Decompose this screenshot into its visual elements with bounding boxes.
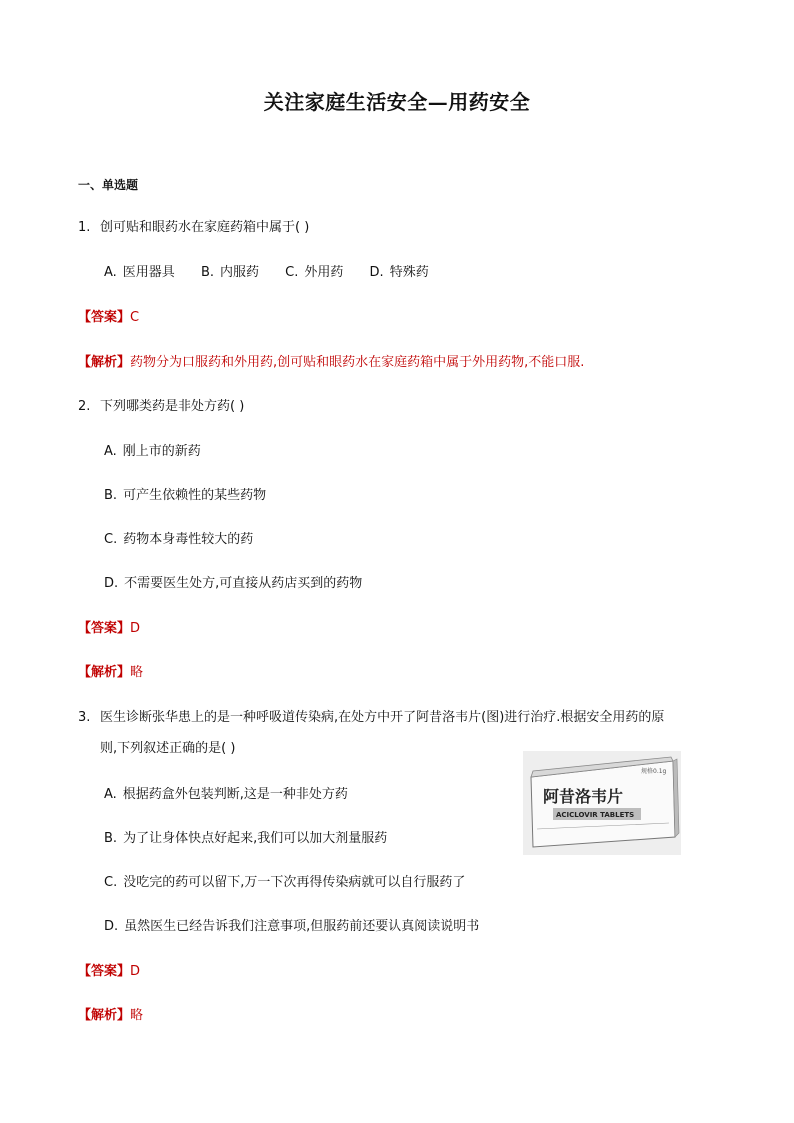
option-b: B. 内服药 xyxy=(200,265,260,280)
question-text: 下列哪类药是非处方药( ) xyxy=(100,399,245,414)
question-2 xyxy=(78,398,244,416)
drug-box-figure xyxy=(523,751,681,855)
section-title: 一、单选题 xyxy=(78,178,139,192)
question-number: 1. xyxy=(78,220,91,235)
box-name-en: ACICLOVIR TABLETS xyxy=(556,811,635,819)
box-name: 阿昔洛韦片 xyxy=(543,787,624,806)
analysis-label: 【解析】 xyxy=(78,665,131,680)
question-3-line2: 则,下列叙述正确的是( ) xyxy=(100,741,236,756)
answer-value: D xyxy=(130,964,141,979)
answer-label: 【答案】 xyxy=(78,621,131,636)
analysis-text: 药物分为口服药和外用药,创可贴和眼药水在家庭药箱中属于外用药物,不能口服. xyxy=(130,355,585,370)
analysis-label: 【解析】 xyxy=(78,355,131,370)
option-a: A. 医用器具 xyxy=(104,265,175,280)
analysis-text: 略 xyxy=(130,1008,144,1023)
analysis-2 xyxy=(78,664,143,682)
question-3-option-d: D. 虽然医生已经告诉我们注意事项,但服药前还要认真阅读说明书 xyxy=(104,919,480,934)
question-number: 3. xyxy=(78,710,91,725)
question-2-option-d: D. 不需要医生处方,可直接从药店买到的药物 xyxy=(104,576,363,591)
question-1-options xyxy=(104,264,451,282)
drug-box-illustration xyxy=(523,751,681,855)
analysis-label: 【解析】 xyxy=(78,1008,131,1023)
page-title: 关注家庭生活安全—用药安全 xyxy=(263,90,531,114)
answer-1 xyxy=(78,309,139,327)
question-3 xyxy=(78,709,664,727)
question-3-option-a: A. 根据药盒外包装判断,这是一种非处方药 xyxy=(104,787,348,802)
question-text-line1: 医生诊断张华患上的是一种呼吸道传染病,在处方中开了阿昔洛韦片(图)进行治疗.根据安全用药的原 xyxy=(100,710,665,725)
answer-3 xyxy=(78,963,140,981)
question-text: 创可贴和眼药水在家庭药箱中属于( ) xyxy=(100,220,310,235)
answer-label: 【答案】 xyxy=(78,964,131,979)
option-d: D. 特殊药 xyxy=(369,265,429,280)
answer-value: C xyxy=(130,310,140,325)
question-3-option-c: C. 没吃完的药可以留下,万一下次再得传染病就可以自行服药了 xyxy=(104,875,466,890)
answer-value: D xyxy=(130,621,141,636)
answer-label: 【答案】 xyxy=(78,310,131,325)
question-number: 2. xyxy=(78,399,91,414)
question-2-option-c: C. 药物本身毒性较大的药 xyxy=(104,532,254,547)
analysis-1 xyxy=(78,354,584,372)
answer-2 xyxy=(78,620,140,638)
box-small-text: 规格0.1g xyxy=(641,768,667,775)
option-c: C. 外用药 xyxy=(285,265,344,280)
question-2-option-a: A. 刚上市的新药 xyxy=(104,444,201,459)
question-2-option-b: B. 可产生依赖性的某些药物 xyxy=(104,488,267,503)
analysis-3 xyxy=(78,1007,143,1025)
question-3-option-b: B. 为了让身体快点好起来,我们可以加大剂量服药 xyxy=(104,831,388,846)
question-1 xyxy=(78,219,309,237)
analysis-text: 略 xyxy=(130,665,144,680)
